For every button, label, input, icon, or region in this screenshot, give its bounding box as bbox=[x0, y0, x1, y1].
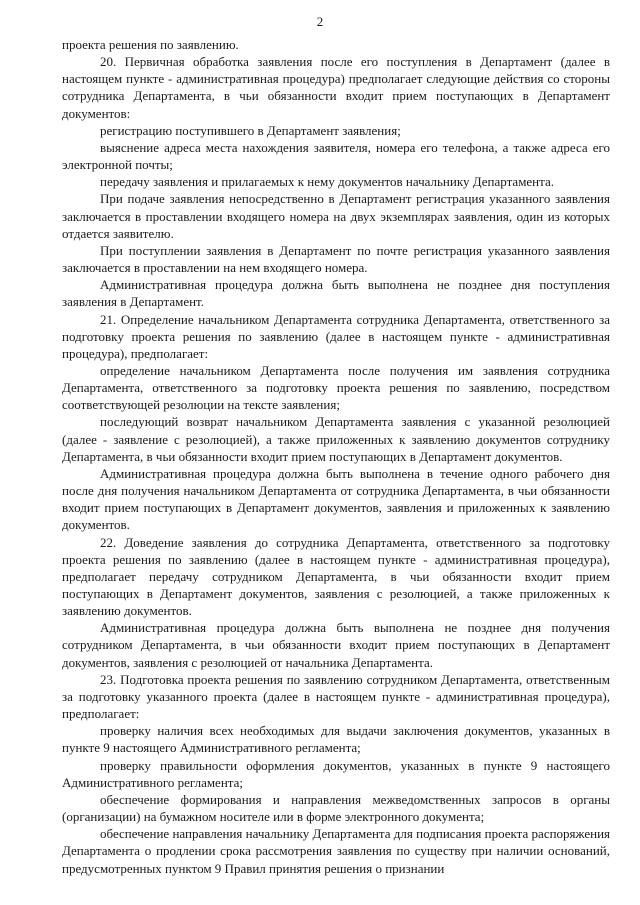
paragraph: проверку правильности оформления документов, указанных в пункте 9 настоящего Административного регламента; bbox=[62, 757, 610, 790]
paragraph: 20. Первичная обработка заявления после его поступления в Департамент (далее в настоящем пункте - административная процедура) предполагает следующие действия со стороны сотрудника Департамента, в чьи обязанности входит прием поступающих в Департамент документов: bbox=[62, 54, 610, 121]
paragraph: проверку наличия всех необходимых для выдачи заключения документов, указанных в пункте 9 настоящего Административного регламента; bbox=[62, 723, 610, 756]
paragraph: 22. Доведение заявления до сотрудника Департамента, ответственного за подготовку проекта решения по заявлению (далее в настоящем пункте - административная процедура), предполагает передачу сотрудником Департамента, в чьи обязанности входит прием поступающих в Департамент документов, заявления с резолюцией, а также приложенных к заявлению документов. bbox=[62, 534, 610, 619]
paragraph: Административная процедура должна быть выполнена не позднее дня получения сотрудником Департамента, в чьи обязанности входит прием поступающих в Департамент документов, заявления с резолюцией от начальника Департамента. bbox=[62, 620, 610, 670]
paragraph: 23. Подготовка проекта решения по заявлению сотрудником Департамента, ответственным за подготовку указанного проекта (далее в настоящем пункте - административная процедура), предполагает: bbox=[62, 671, 610, 722]
paragraph: При подаче заявления непосредственно в Департамент регистрация указанного заявления заключается в проставлении входящего номера на двух экземплярах заявления, один из которых отдается заявителю. bbox=[62, 191, 610, 241]
paragraph: определение начальником Департамента после получения им заявления сотрудника Департамента, ответственного за подготовку проекта решения по заявлению, посредством соответствующей резолюции на тексте заявления; bbox=[62, 362, 610, 413]
paragraph: последующий возврат начальником Департамента заявления с указанной резолюцией (далее - заявление с резолюцией), а также приложенных к заявлению документов сотруднику Департамента, в чьи обязанности входит прием поступающих в Департамент документов. bbox=[62, 414, 610, 464]
paragraph: обеспечение формирования и направления межведомственных запросов в органы (организации) на бумажном носителе или в форме электронного документа; bbox=[62, 791, 610, 825]
document-body bbox=[62, 36, 610, 877]
paragraph: проекта решения по заявлению. bbox=[62, 37, 239, 52]
paragraph: Административная процедура должна быть выполнена не позднее дня поступления заявления в Департамент. bbox=[62, 277, 610, 310]
paragraph: регистрацию поступившего в Департамент заявления; bbox=[100, 122, 401, 138]
page-number: 2 bbox=[316, 14, 324, 29]
paragraph: 21. Определение начальником Департамента сотрудника Департамента, ответственного за подготовку проекта решения по заявлению (далее в настоящем пункте - административная процедура), предполагает: bbox=[62, 311, 610, 361]
paragraph: обеспечение направления начальнику Департамента для подписания проекта распоряжения Департамента о продлении срока рассмотрения заявления по существу при наличии оснований, предусмотренных пунктом 9 Правил принятия решения о признании bbox=[62, 826, 610, 876]
paragraph: передачу заявления и прилагаемых к нему документов начальнику Департамента. bbox=[100, 174, 555, 190]
paragraph: При поступлении заявления в Департамент по почте регистрация указанного заявления заключается в проставлении на нем входящего номера. bbox=[62, 242, 610, 276]
paragraph: Административная процедура должна быть выполнена в течение одного рабочего дня после дня получения начальником Департамента от сотрудника Департамента, в чьи обязанности входит прием поступающих в Департамент документов, заявления и приложенных к заявлению документов. bbox=[62, 465, 610, 533]
paragraph: выяснение адреса места нахождения заявителя, номера его телефона, а также адреса его электронной почты; bbox=[62, 139, 610, 173]
